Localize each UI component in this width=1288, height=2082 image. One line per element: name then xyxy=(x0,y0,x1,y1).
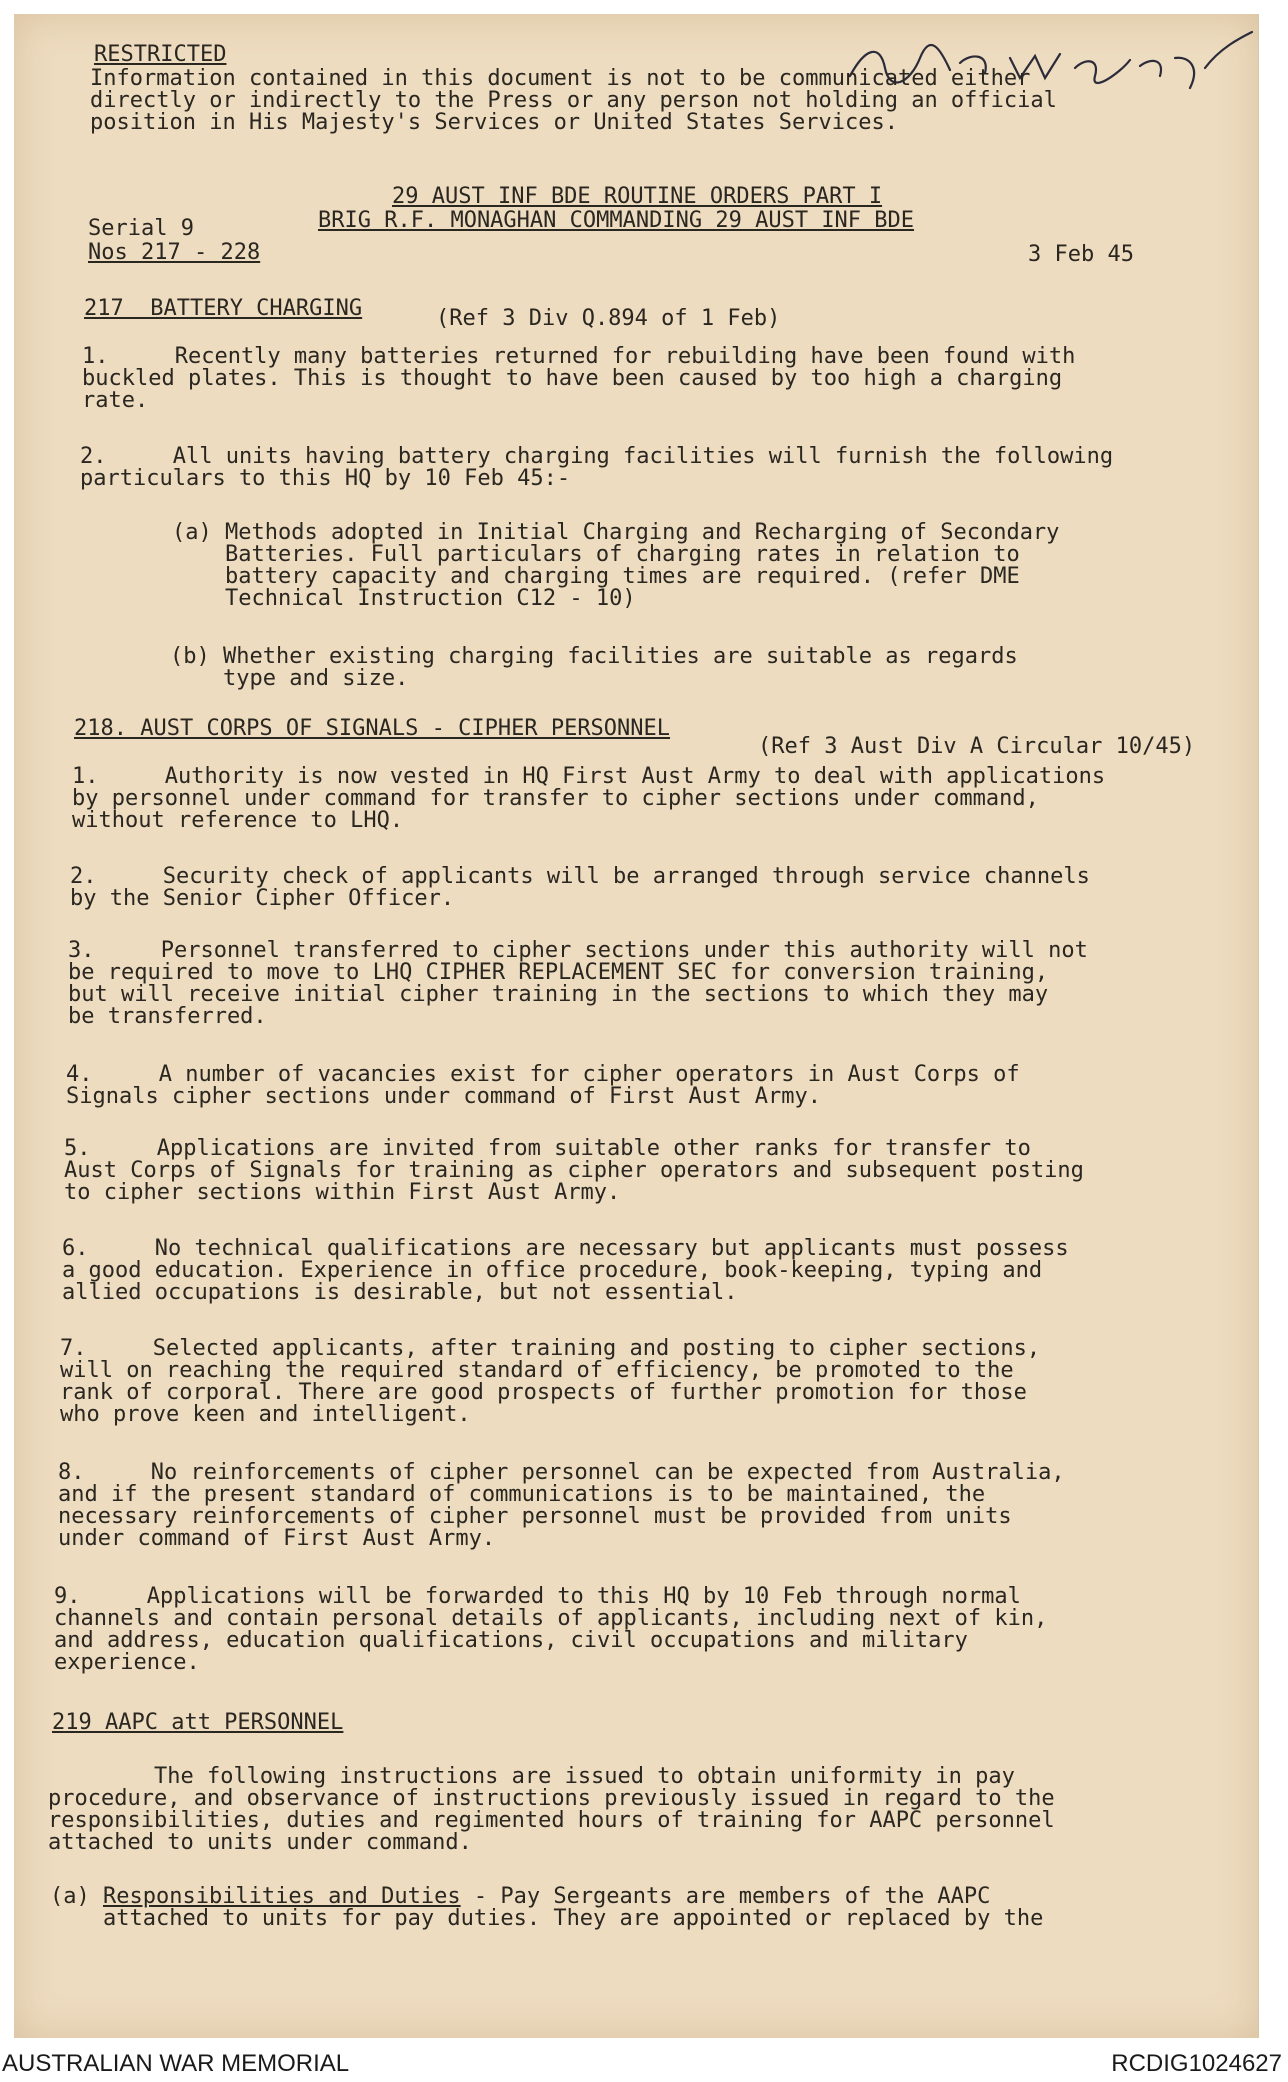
section-217-para-2: 2. All units having battery charging facilities will furnish the following particulars to this HQ by 10 Feb 45:- xyxy=(80,444,1114,491)
section-218-para-6: 6. No technical qualifications are necessary but applicants must possess a good education. Experience in office procedure, book-keeping, typing and allied occupations is desirable, but not essential. xyxy=(62,1236,1069,1305)
section-219-heading: 219 AAPC att PERSONNEL xyxy=(52,1710,344,1735)
document-date: 3 Feb 45 xyxy=(1028,242,1134,267)
section-219-item-a xyxy=(50,1886,1230,1930)
item-a-text: - Pay Sergeants are members of the AAPC attached to units for pay duties. They are appointed or replaced by the xyxy=(102,1884,1044,1931)
section-217-item-a: (a) Methods adopted in Initial Charging and Recharging of Secondary Batteries. Full particulars of charging rates in relation to battery capacity and charging times are required. (refer DME Technical Instruction C12 - 10) xyxy=(172,520,1060,611)
section-218-heading: 218. AUST CORPS OF SIGNALS - CIPHER PERSONNEL xyxy=(74,716,671,741)
section-218-para-4: 4. A number of vacancies exist for cipher operators in Aust Corps of Signals cipher sections under command of First Aust Army. xyxy=(66,1062,1020,1109)
section-218-para-7: 7. Selected applicants, after training and posting to cipher sections, will on reaching the required standard of efficiency, be promoted to the rank of corporal. There are good prospects of further promotion for those who prove keen and intelligent. xyxy=(60,1336,1041,1427)
section-217-item-b: (b) Whether existing charging facilities are suitable as regards type and size. xyxy=(170,644,1018,691)
restricted-label: RESTRICTED xyxy=(94,42,227,67)
serial-number: Serial 9 xyxy=(88,216,194,241)
footer-archive-name: AUSTRALIAN WAR MEMORIAL xyxy=(2,2050,350,2077)
title-line-1: 29 AUST INF BDE ROUTINE ORDERS PART I xyxy=(392,184,883,209)
section-218-para-1: 1. Authority is now vested in HQ First Aust Army to deal with applications by personnel under command for transfer to cipher sections under command, without reference to LHQ. xyxy=(72,764,1106,833)
archive-footer xyxy=(0,2042,1288,2082)
section-219-intro: The following instructions are issued to obtain uniformity in pay procedure, and observance of instructions previously issued in regard to the responsibilities, duties and regimented hours of training for AAPC personnel attached to units under command. xyxy=(48,1764,1055,1855)
order-numbers: Nos 217 - 228 xyxy=(88,240,261,265)
section-218-reference: (Ref 3 Aust Div A Circular 10/45) xyxy=(758,734,1196,759)
item-a-label: (a) xyxy=(50,1884,103,1909)
section-217-reference: (Ref 3 Div Q.894 of 1 Feb) xyxy=(436,306,781,331)
section-218-para-2: 2. Security check of applicants will be arranged through service channels by the Senior Cipher Officer. xyxy=(70,864,1090,911)
title-line-2: BRIG R.F. MONAGHAN COMMANDING 29 AUST INF BDE xyxy=(318,208,915,233)
item-a-title: Responsibilities and Duties xyxy=(102,1884,461,1909)
section-217-heading: 217 BATTERY CHARGING xyxy=(84,296,363,321)
section-217-para-1: 1. Recently many batteries returned for rebuilding have been found with buckled plates. This is thought to have been caused by too high a charging rate. xyxy=(82,344,1076,413)
section-218-para-8: 8. No reinforcements of cipher personnel can be expected from Australia, and if the present standard of communications is to be maintained, the necessary reinforcements of cipher personnel must be provided from units under command of First Aust Army. xyxy=(58,1460,1065,1551)
footer-record-id: RCDIG1024627 xyxy=(1111,2050,1282,2077)
section-218-para-5: 5. Applications are invited from suitable other ranks for transfer to Aust Corps of Signals for training as cipher operators and subsequent posting to cipher sections within First Aust Army. xyxy=(64,1136,1084,1205)
security-notice: Information contained in this document is not to be communicated either directly or indirectly to the Press or any person not holding an official position in His Majesty's Services or United States Services. xyxy=(90,66,1057,135)
section-218-para-3: 3. Personnel transferred to cipher sections under this authority will not be required to move to LHQ CIPHER REPLACEMENT SEC for conversion training, but will receive initial cipher training in the sections to which they may be transferred. xyxy=(68,938,1088,1029)
section-218-para-9: 9. Applications will be forwarded to this HQ by 10 Feb through normal channels and contain personal details of applicants, including next of kin, and address, education qualifications, civil occupations and military experience. xyxy=(54,1584,1048,1675)
